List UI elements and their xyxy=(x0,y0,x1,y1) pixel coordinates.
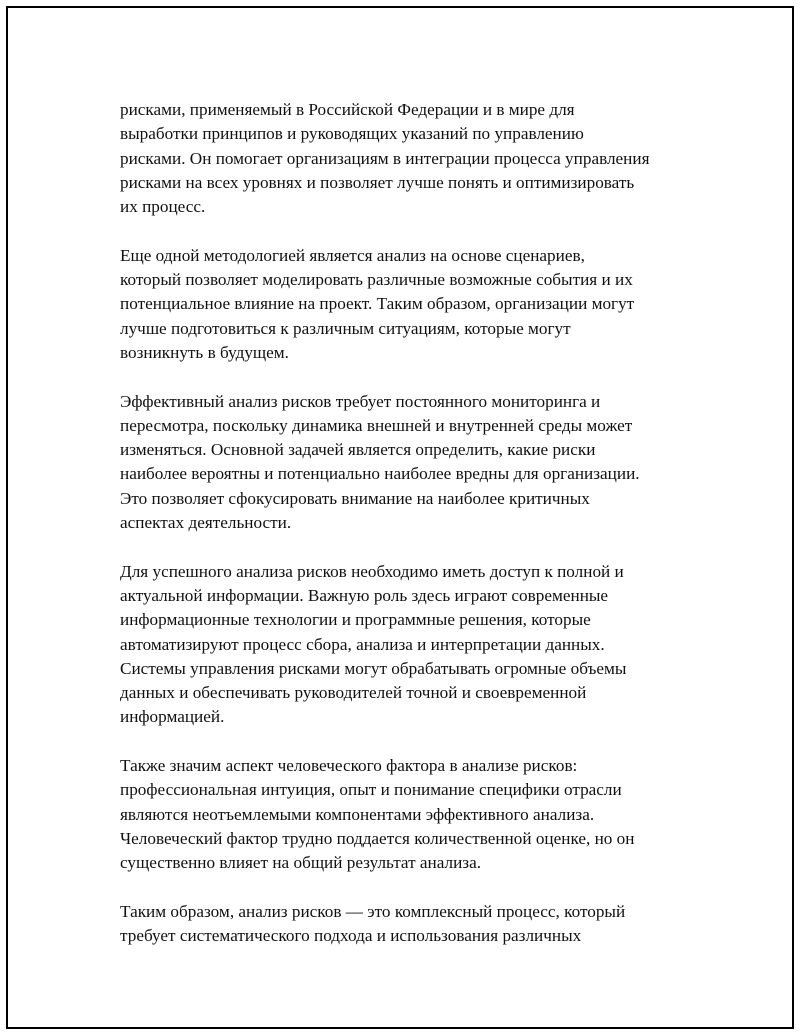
paragraph-6 xyxy=(120,900,720,949)
text-line: информационные технологии и программные решения, которые xyxy=(120,610,591,630)
text-line: их процесс. xyxy=(120,197,206,217)
paragraph-3 xyxy=(120,390,720,536)
text-line: рисками, применяемый в Российской Федерации и в мире для xyxy=(120,100,575,119)
paragraph-2 xyxy=(120,244,720,365)
paragraph-4 xyxy=(120,560,720,730)
paragraph-5 xyxy=(120,754,720,875)
text-line: изменяться. Основной задачей является определить, какие риски xyxy=(120,440,596,460)
text-line: информацией. xyxy=(120,707,225,727)
text-line: наиболее вероятны и потенциально наиболее вредны для организации. xyxy=(120,464,640,484)
text-line: данных и обеспечивать руководителей точной и своевременной xyxy=(120,683,587,703)
text-line: Для успешного анализа рисков необходимо иметь доступ к полной и xyxy=(120,561,624,581)
text-line: рисками на всех уровнях и позволяет лучше понять и оптимизировать xyxy=(120,172,635,192)
paragraph-1 xyxy=(120,98,720,219)
text-line: Это позволяет сфокусировать внимание на наиболее критичных xyxy=(120,488,590,508)
text-line: требует систематического подхода и использования различных xyxy=(120,926,582,946)
text-line: Таким образом, анализ рисков — это комплексный процесс, который xyxy=(120,901,626,921)
text-line: Эффективный анализ рисков требует постоянного мониторинга и xyxy=(120,391,601,411)
text-line: рисками. Он помогает организациям в интеграции процесса управления xyxy=(120,148,650,168)
text-line: который позволяет моделировать различные возможные события и их xyxy=(120,270,633,290)
text-line: аспектах деятельности. xyxy=(120,513,292,533)
text-line: возникнуть в будущем. xyxy=(120,342,289,362)
text-line: существенно влияет на общий результат анализа. xyxy=(120,853,482,873)
text-line: Также значим аспект человеческого фактора в анализе рисков: xyxy=(120,756,578,776)
text-line: Системы управления рисками могут обрабатывать огромные объемы xyxy=(120,658,627,678)
text-line: потенциальное влияние на проект. Таким образом, организации могут xyxy=(120,294,635,314)
text-line: Человеческий фактор трудно поддается количественной оценке, но он xyxy=(120,828,635,848)
text-line: актуальной информации. Важную роль здесь играют современные xyxy=(120,585,609,605)
text-line: выработки принципов и руководящих указаний по управлению xyxy=(120,124,584,144)
text-line: автоматизируют процесс сбора, анализа и интерпретации данных. xyxy=(120,634,605,654)
document-body xyxy=(120,98,720,973)
text-line: пересмотра, поскольку динамика внешней и внутренней среды может xyxy=(120,415,633,435)
text-line: лучше подготовиться к различным ситуациям, которые могут xyxy=(120,318,571,338)
text-line: профессиональная интуиция, опыт и понимание специфики отрасли xyxy=(120,780,622,800)
text-line: Еще одной методологией является анализ на основе сценариев, xyxy=(120,245,585,265)
text-line: являются неотъемлемыми компонентами эффективного анализа. xyxy=(120,804,595,824)
document-page-frame xyxy=(6,6,794,1029)
